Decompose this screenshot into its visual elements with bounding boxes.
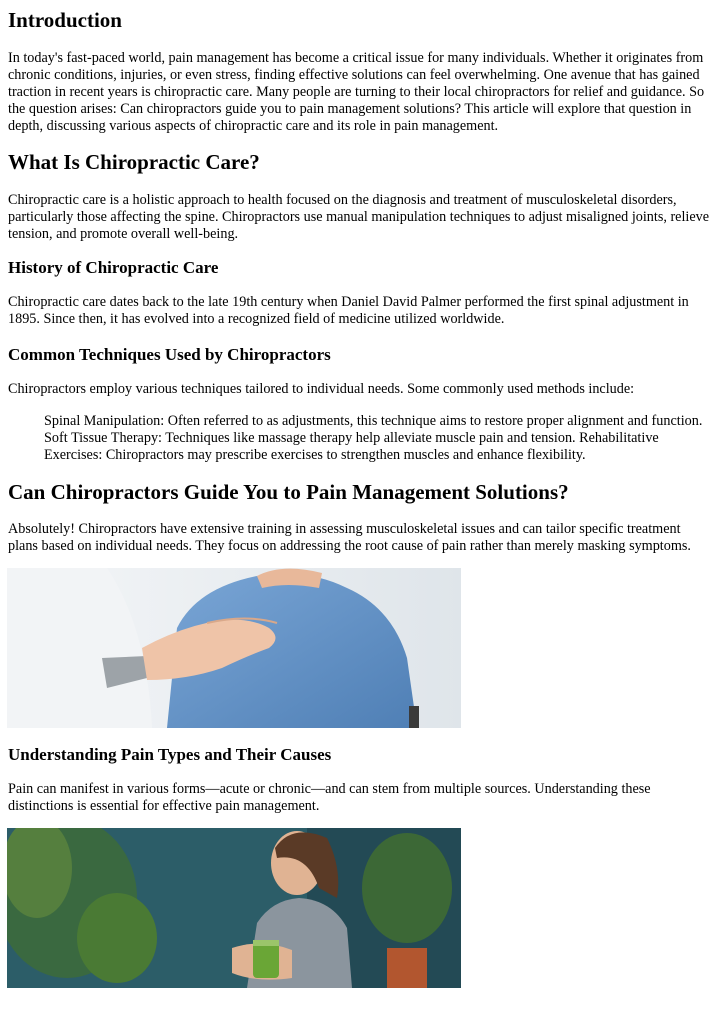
paragraph-what-is-chiropractic: Chiropractic care is a holistic approach to health focused on the diagnosis and treatment of musculoskeletal disorders, particularly those affecting the spine. Chiropractors use manual manipulation techniques to adjust misaligned joints, relieve tension, and promote overall well-being. xyxy=(8,192,710,242)
heading-history: History of Chiropractic Care xyxy=(8,258,219,277)
woman-with-juice-image xyxy=(7,828,461,988)
heading-can-chiropractors-guide: Can Chiropractors Guide You to Pain Management Solutions? xyxy=(8,480,569,504)
paragraph-techniques: Chiropractors employ various techniques tailored to individual needs. Some commonly used methods include: xyxy=(8,381,635,397)
paragraph-pain-types: Pain can manifest in various forms—acute or chronic—and can stem from multiple sources. Understanding these distinctions is essential for effective pain management. xyxy=(8,781,651,814)
heading-techniques: Common Techniques Used by Chiropractors xyxy=(8,345,331,364)
heading-pain-types: Understanding Pain Types and Their Causes xyxy=(8,745,332,764)
techniques-list: Spinal Manipulation: Often referred to as adjustments, this technique aims to restore proper alignment and function. Soft Tissue Therapy: Techniques like massage therapy help alleviate muscle pain and tension. Rehabilitative Exercises: Chiropractors may prescribe exercises to strengthen muscles and enhance flexibility. xyxy=(44,413,703,463)
chiropractor-adjustment-image xyxy=(7,568,461,728)
heading-what-is-chiropractic: What Is Chiropractic Care? xyxy=(8,150,260,174)
paragraph-can-chiropractors-guide: Absolutely! Chiropractors have extensive training in assessing musculoskeletal issues and can tailor specific treatment plans based on individual needs. They focus on addressing the root cause of pain rather than merely masking symptoms. xyxy=(8,521,691,554)
paragraph-introduction: In today's fast-paced world, pain management has become a critical issue for many individuals. Whether it originates from chronic conditions, injuries, or even stress, finding effective solutions can feel overwhelming. One avenue that has gained traction in recent years is chiropractic care. Many people are turning to their local chiropractors for relief and guidance. So the question arises: Can chiropractors guide you to pain management solutions? This article will explore that question in depth, discussing various aspects of chiropractic care and its role in pain management. xyxy=(8,50,705,134)
paragraph-history: Chiropractic care dates back to the late 19th century when Daniel David Palmer performed the first spinal adjustment in 1895. Since then, it has evolved into a recognized field of medicine utilized worldwide. xyxy=(8,294,689,327)
heading-introduction: Introduction xyxy=(8,8,122,32)
